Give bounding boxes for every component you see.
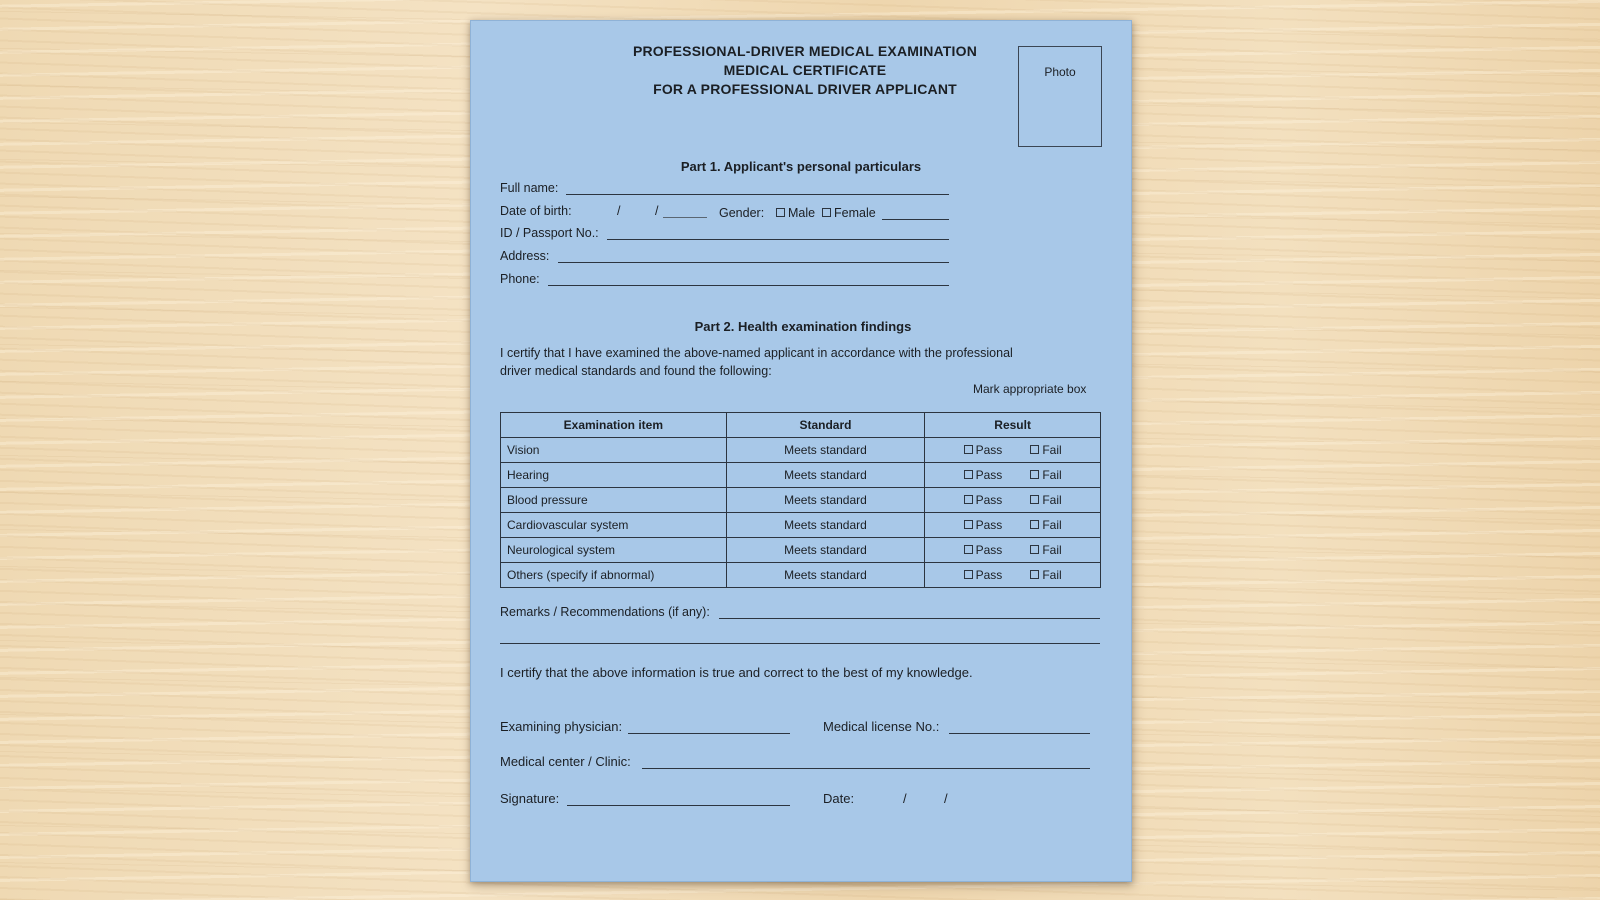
exam-result xyxy=(925,438,1101,463)
fail-label: Fail xyxy=(1042,518,1062,532)
id-passport-label: ID / Passport No.: xyxy=(500,226,599,240)
address-label: Address: xyxy=(500,249,550,263)
pass-label: Pass xyxy=(975,543,1003,557)
remarks-field-line-1[interactable] xyxy=(719,618,1100,619)
signature-field[interactable] xyxy=(567,805,790,806)
date-label: Date: xyxy=(823,791,855,806)
female-label: Female xyxy=(834,206,876,220)
exam-result xyxy=(925,563,1101,588)
exam-item: Vision xyxy=(501,438,727,463)
exam-standard: Meets standard xyxy=(726,488,925,513)
certify-intro-line-2: driver medical standards and found the following: xyxy=(500,364,772,378)
fail-checkbox[interactable] xyxy=(1030,470,1039,479)
exam-standard: Meets standard xyxy=(726,438,925,463)
header-examination-item: Examination item xyxy=(501,413,727,438)
remarks-label: Remarks / Recommendations (if any): xyxy=(500,605,710,619)
pass-checkbox[interactable] xyxy=(964,520,973,529)
fail-checkbox[interactable] xyxy=(1030,495,1039,504)
exam-result xyxy=(925,538,1101,563)
pass-checkbox[interactable] xyxy=(964,545,973,554)
date-separator-1: / xyxy=(903,791,907,806)
pass-option[interactable] xyxy=(964,443,1003,457)
remarks-field-line-2[interactable] xyxy=(500,643,1100,644)
table-header-row xyxy=(501,413,1101,438)
fail-checkbox[interactable] xyxy=(1030,445,1039,454)
mark-box-note: Mark appropriate box xyxy=(973,382,1087,396)
dob-label: Date of birth: xyxy=(500,204,572,218)
physician-field[interactable] xyxy=(628,733,790,734)
exam-standard: Meets standard xyxy=(726,463,925,488)
table-row xyxy=(501,513,1101,538)
pass-option[interactable] xyxy=(964,518,1003,532)
fail-option[interactable] xyxy=(1030,543,1061,557)
fail-label: Fail xyxy=(1042,493,1062,507)
fail-checkbox[interactable] xyxy=(1030,545,1039,554)
exam-standard: Meets standard xyxy=(726,513,925,538)
photo-label: Photo xyxy=(1044,65,1076,79)
pass-label: Pass xyxy=(975,518,1003,532)
part2-title: Part 2. Health examination findings xyxy=(694,319,912,334)
certify-statement: I certify that the above information is true and correct to the best of my knowledge. xyxy=(500,665,973,680)
table-row xyxy=(501,563,1101,588)
exam-result xyxy=(925,513,1101,538)
exam-standard: Meets standard xyxy=(726,538,925,563)
pass-option[interactable] xyxy=(964,468,1003,482)
fail-option[interactable] xyxy=(1030,518,1061,532)
table-row xyxy=(501,438,1101,463)
exam-item: Neurological system xyxy=(501,538,727,563)
pass-label: Pass xyxy=(975,493,1003,507)
fail-checkbox[interactable] xyxy=(1030,520,1039,529)
id-passport-field[interactable] xyxy=(607,239,949,240)
header-standard: Standard xyxy=(726,413,925,438)
form-title-line-2: MEDICAL CERTIFICATE xyxy=(723,62,887,78)
exam-item: Hearing xyxy=(501,463,727,488)
address-field[interactable] xyxy=(558,262,949,263)
pass-checkbox[interactable] xyxy=(964,470,973,479)
clinic-field[interactable] xyxy=(642,768,1090,769)
physician-label: Examining physician: xyxy=(500,719,623,734)
fail-checkbox[interactable] xyxy=(1030,570,1039,579)
exam-standard: Meets standard xyxy=(726,563,925,588)
form-title-line-3: FOR A PROFESSIONAL DRIVER APPLICANT xyxy=(653,81,957,97)
table-row xyxy=(501,488,1101,513)
table-row xyxy=(501,463,1101,488)
pass-option[interactable] xyxy=(964,493,1003,507)
female-checkbox[interactable] xyxy=(822,208,831,217)
pass-checkbox[interactable] xyxy=(964,495,973,504)
exam-item: Blood pressure xyxy=(501,488,727,513)
header-result: Result xyxy=(925,413,1101,438)
fail-option[interactable] xyxy=(1030,568,1061,582)
fail-option[interactable] xyxy=(1030,468,1061,482)
exam-item: Cardiovascular system xyxy=(501,513,727,538)
gender-label: Gender: xyxy=(719,206,765,220)
full-name-label: Full name: xyxy=(500,181,559,195)
pass-option[interactable] xyxy=(964,568,1003,582)
exam-item: Others (specify if abnormal) xyxy=(501,563,727,588)
certify-intro-line-1: I certify that I have examined the above-named applicant in accordance with the professional xyxy=(500,346,1013,360)
gender-male-option[interactable] xyxy=(776,206,815,220)
fail-option[interactable] xyxy=(1030,493,1061,507)
pass-label: Pass xyxy=(975,568,1003,582)
full-name-field[interactable] xyxy=(566,194,949,195)
pass-checkbox[interactable] xyxy=(964,445,973,454)
part1-title: Part 1. Applicant's personal particulars xyxy=(680,159,922,174)
examination-table xyxy=(500,412,1101,588)
fail-label: Fail xyxy=(1042,468,1062,482)
certificate-form xyxy=(470,20,1132,882)
fail-option[interactable] xyxy=(1030,443,1061,457)
form-title-line-1: PROFESSIONAL-DRIVER MEDICAL EXAMINATION xyxy=(632,43,978,59)
photo-box[interactable] xyxy=(1018,46,1102,147)
dob-separator-2: / xyxy=(655,204,659,218)
pass-label: Pass xyxy=(975,443,1003,457)
gender-female-option[interactable] xyxy=(822,206,876,220)
fail-label: Fail xyxy=(1042,443,1062,457)
male-checkbox[interactable] xyxy=(776,208,785,217)
exam-result xyxy=(925,488,1101,513)
signature-label: Signature: xyxy=(500,791,560,806)
license-label: Medical license No.: xyxy=(823,719,940,734)
pass-option[interactable] xyxy=(964,543,1003,557)
pass-checkbox[interactable] xyxy=(964,570,973,579)
pass-label: Pass xyxy=(975,468,1003,482)
fail-label: Fail xyxy=(1042,568,1062,582)
male-label: Male xyxy=(788,206,816,220)
dob-year-field[interactable] xyxy=(663,217,707,218)
phone-label: Phone: xyxy=(500,272,540,286)
fail-label: Fail xyxy=(1042,543,1062,557)
table-row xyxy=(501,538,1101,563)
clinic-label: Medical center / Clinic: xyxy=(500,754,631,769)
license-field[interactable] xyxy=(949,733,1090,734)
dob-separator-1: / xyxy=(617,204,621,218)
date-separator-2: / xyxy=(944,791,948,806)
phone-field[interactable] xyxy=(548,285,949,286)
exam-result xyxy=(925,463,1101,488)
gender-other-field[interactable] xyxy=(882,219,949,220)
